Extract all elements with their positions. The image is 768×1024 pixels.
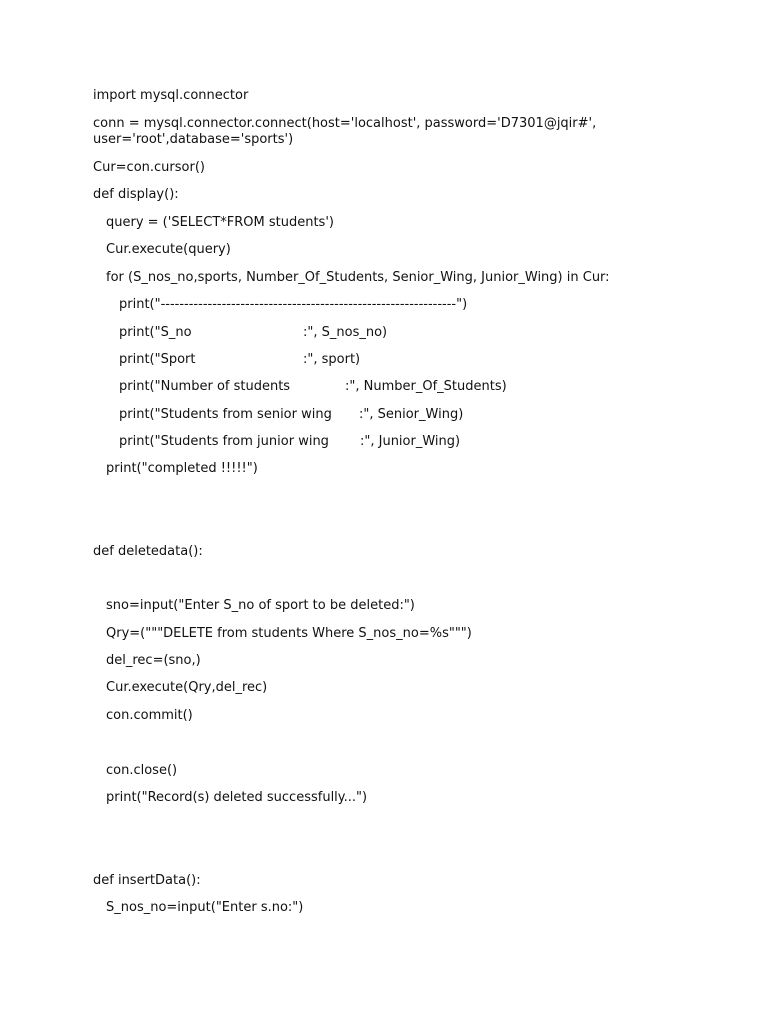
code-line: del_rec=(sno,): [106, 653, 201, 668]
code-line: print("Record(s) deleted successfully..."): [106, 790, 368, 805]
code-line: con.commit(): [106, 708, 193, 723]
code-line: Cur=con.cursor(): [93, 160, 205, 175]
code-line: def display():: [93, 187, 179, 202]
code-line: print("Students from senior wing: [119, 407, 332, 422]
code-line: print("Number of students: [119, 379, 291, 394]
code-line: query = ('SELECT*FROM students'): [106, 215, 334, 230]
code-line: print("Sport: [119, 352, 196, 367]
code-line: def insertData():: [93, 873, 201, 888]
code-line: sno=input("Enter S_no of sport to be deleted:"): [106, 598, 415, 613]
code-line: print("completed !!!!!"): [106, 461, 258, 476]
code-line: print("---------------------------------------------------------------"): [119, 297, 468, 312]
code-line: :", sport): [303, 352, 361, 367]
code-line: :", Senior_Wing): [359, 407, 464, 422]
code-line: S_nos_no=input("Enter s.no:"): [106, 900, 304, 915]
code-line: def deletedata():: [93, 544, 203, 559]
code-line: Cur.execute(Qry,del_rec): [106, 680, 268, 695]
code-line: con.close(): [106, 763, 178, 778]
code-line: Qry=("""DELETE from students Where S_nos_no=%s"""): [106, 626, 472, 641]
code-line: :", Junior_Wing): [360, 434, 461, 449]
code-line: Cur.execute(query): [106, 242, 231, 257]
code-line: for (S_nos_no,sports, Number_Of_Students, Senior_Wing, Junior_Wing) in Cur:: [106, 270, 610, 285]
code-line: import mysql.connector: [93, 88, 249, 103]
code-line: print("S_no: [119, 325, 192, 340]
code-line: :", S_nos_no): [303, 325, 388, 340]
code-line: :", Number_Of_Students): [345, 379, 507, 394]
code-line: conn = mysql.connector.connect(host='localhost', password='D7301@jqir#',: [93, 116, 597, 131]
code-line: print("Students from junior wing: [119, 434, 329, 449]
code-line: user='root',database='sports'): [93, 132, 294, 147]
